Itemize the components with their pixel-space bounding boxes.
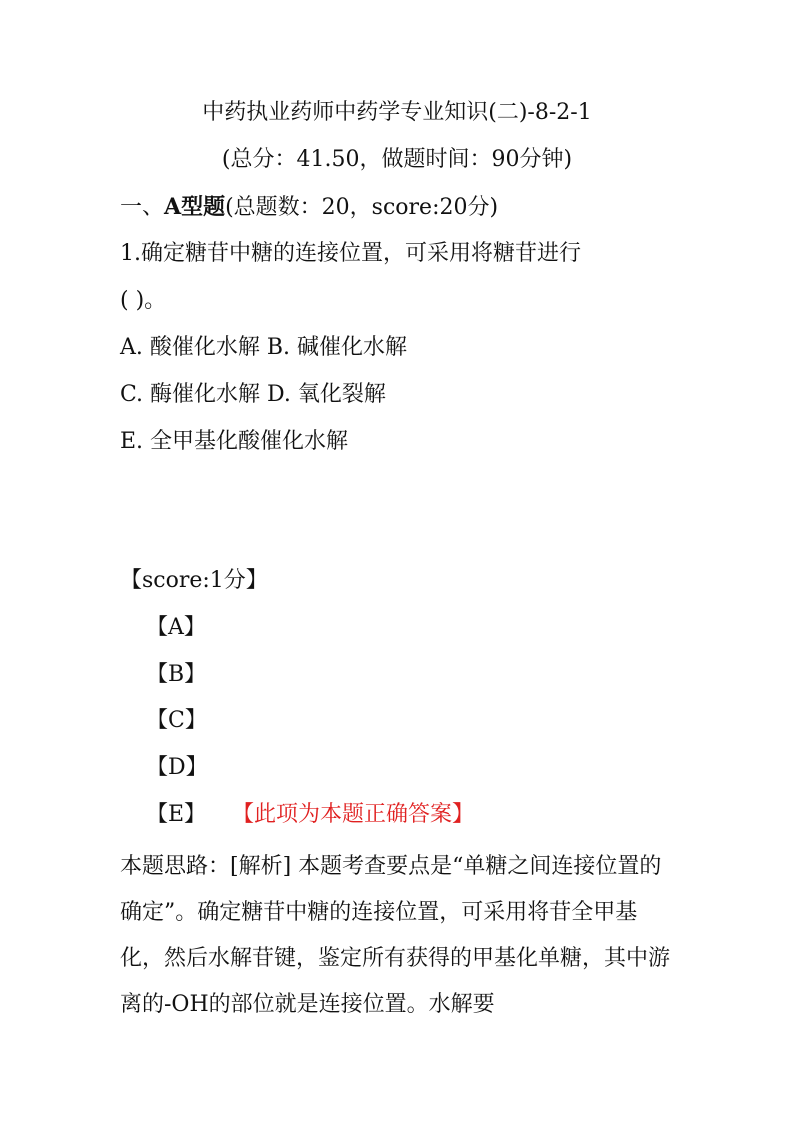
answer-analysis: 本题思路：[解析] 本题考查要点是“单糖之间连接位置的确定”。确定糖苷中糖的连接位置，可采用将苷全甲基化，然后水解苷键，鉴定所有获得的甲基化单糖，其中游离的-OH的部位就是连接位置。水解要 (120, 854, 671, 1017)
section-heading (120, 192, 498, 223)
section-type-label: A型题 (164, 194, 226, 220)
options-line3: E. 全甲基化酸催化水解 (120, 429, 349, 454)
choice-d: 【D】 (146, 755, 208, 780)
doc-summary: (总分：41.50，做题时间：90分钟) (221, 147, 573, 172)
question-stem-line2: ( )。 (120, 288, 167, 313)
section-prefix: 一、 (120, 195, 165, 220)
choice-b: 【B】 (146, 662, 207, 687)
choice-c: 【C】 (146, 708, 207, 733)
options-line2: C. 酶催化水解 D. 氧化裂解 (120, 382, 386, 407)
choice-a: 【A】 (146, 615, 206, 640)
question-stem-line1: 1.确定糖苷中糖的连接位置，可采用将糖苷进行 (120, 241, 581, 266)
score-label: 【score:1分】 (120, 568, 268, 593)
section-info: (总题数：20，score:20分) (225, 195, 499, 220)
correct-answer-marker: 【此项为本题正确答案】 (232, 802, 475, 827)
choice-e: 【E】 (146, 802, 207, 827)
options-line1: A. 酸催化水解 B. 碱催化水解 (120, 335, 408, 360)
doc-title: 中药执业药师中药学专业知识(二)-8-2-1 (202, 100, 592, 125)
